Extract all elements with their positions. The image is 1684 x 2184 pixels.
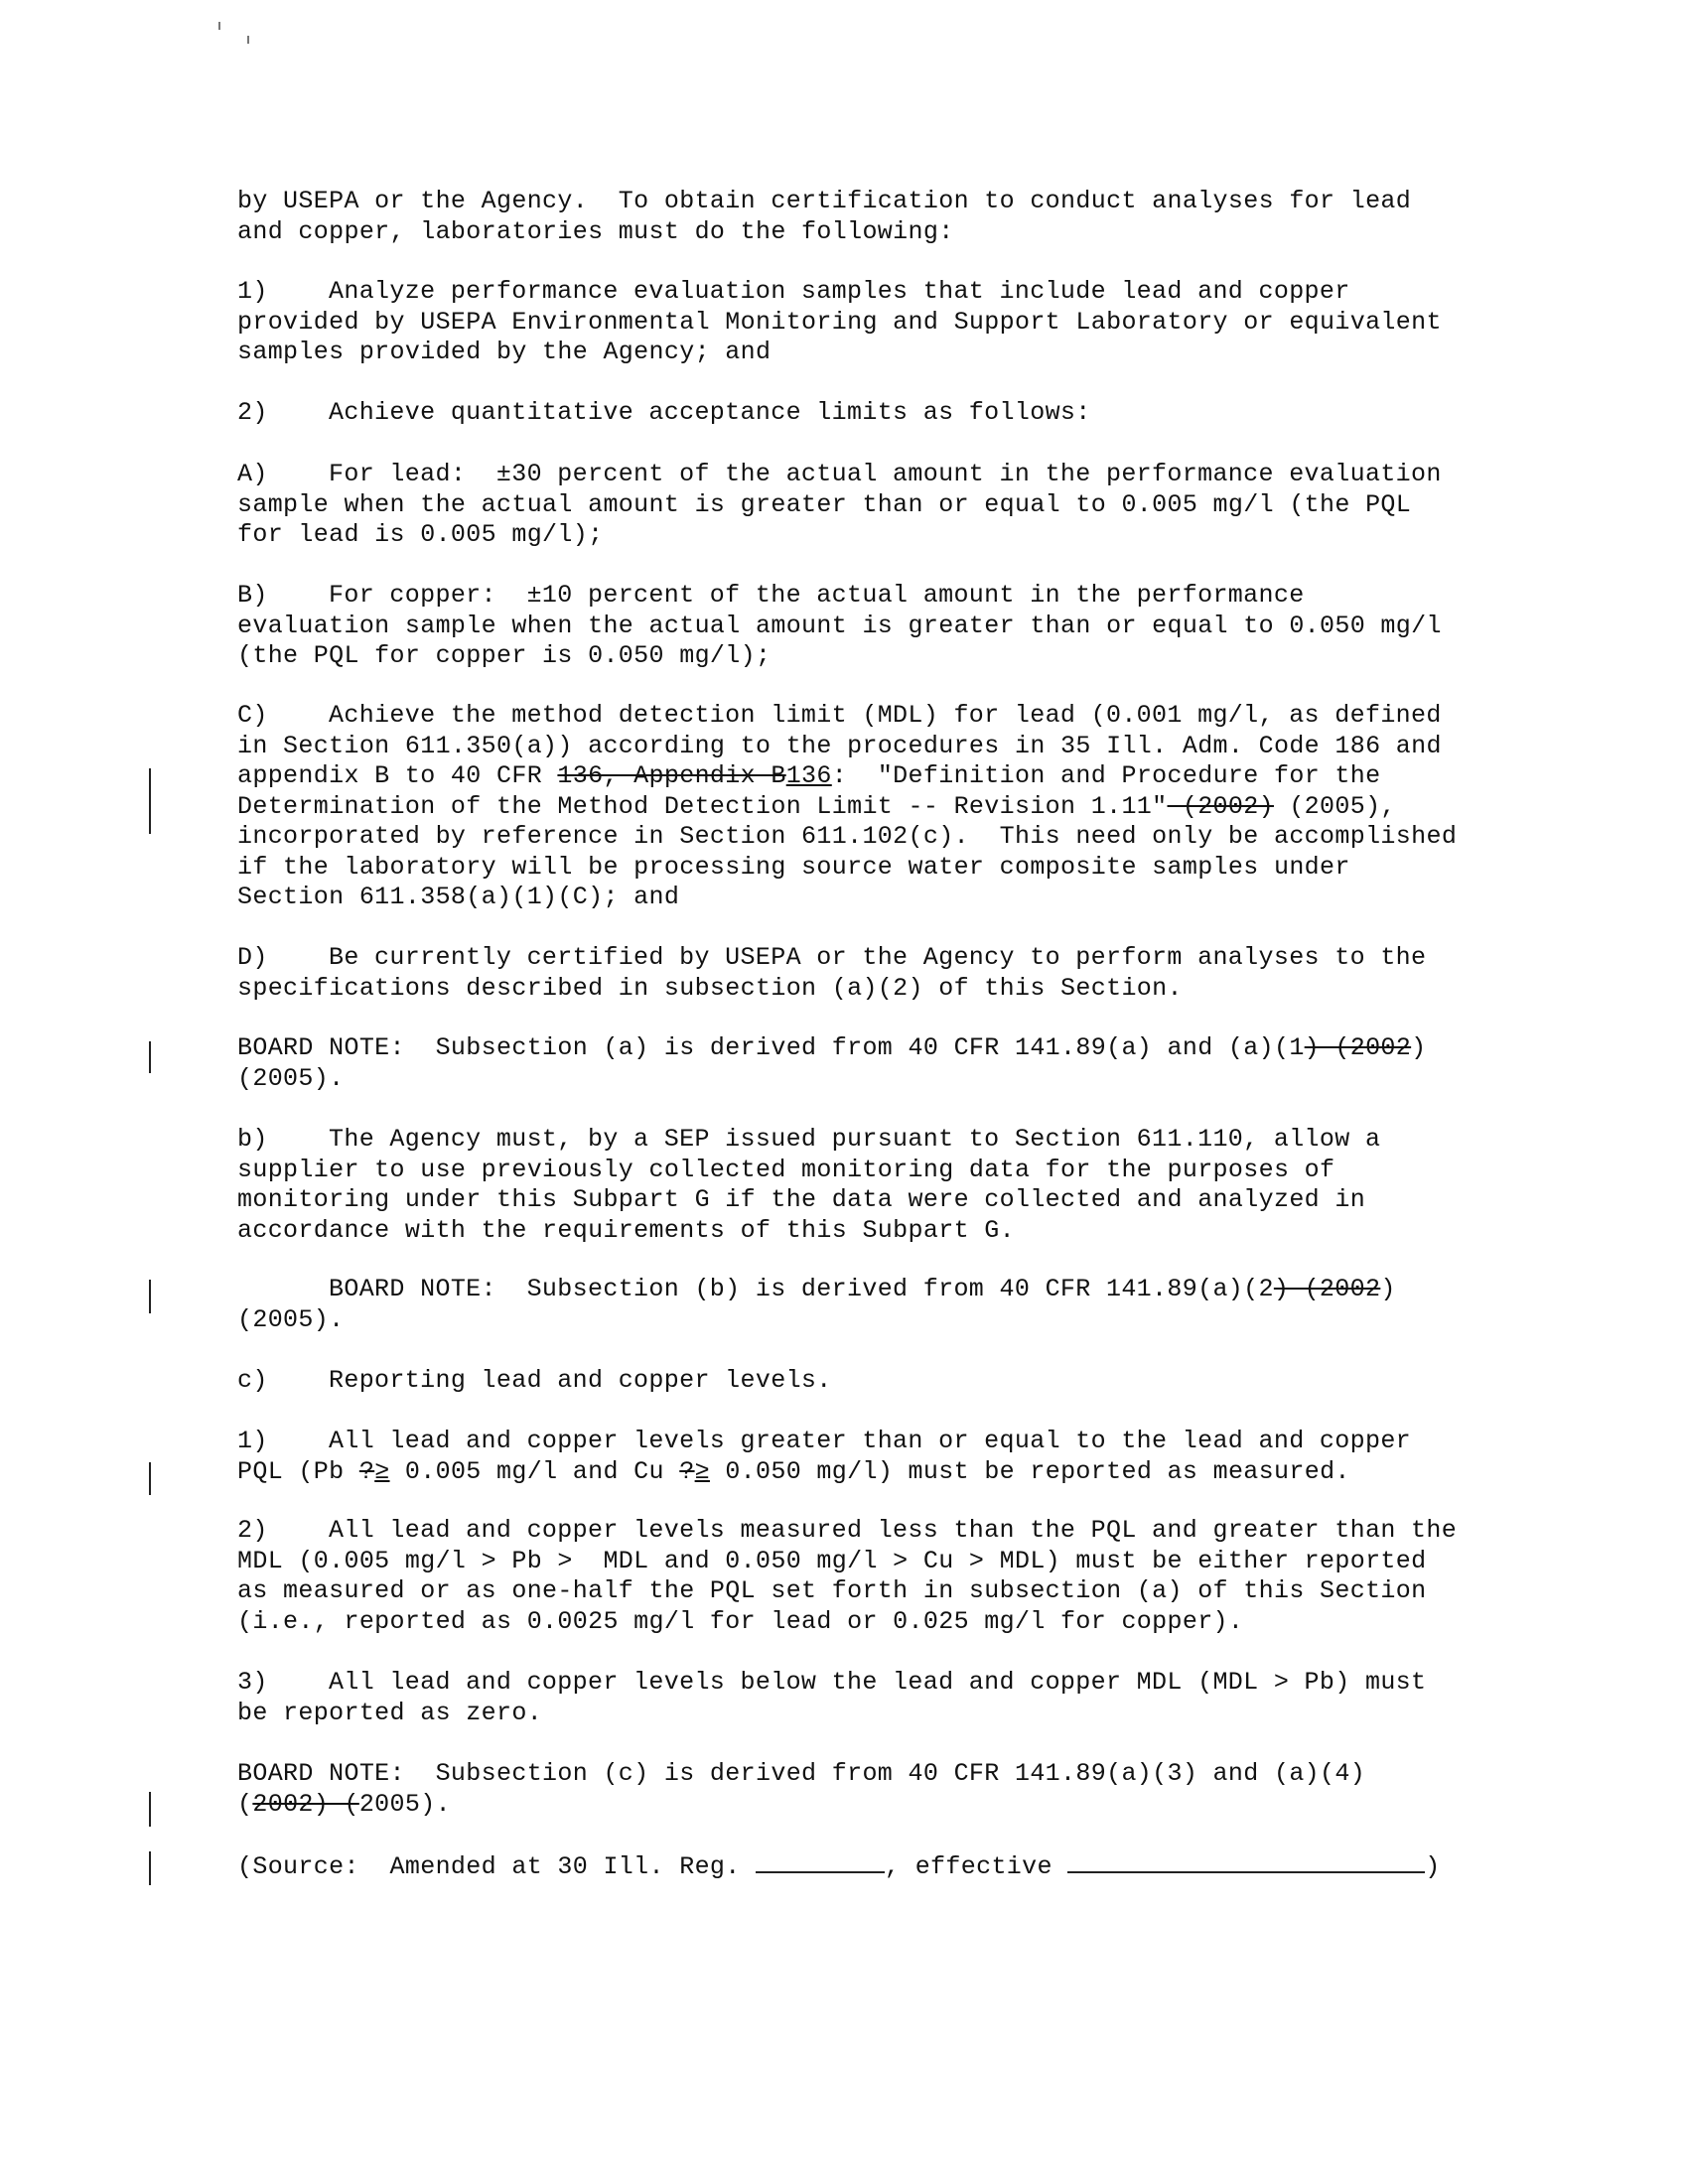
text-line: (i.e., reported as 0.0025 mg/l for lead or 0.025 mg/l for copper). bbox=[237, 1606, 1244, 1636]
text-line: (the PQL for copper is 0.050 mg/l); bbox=[237, 641, 772, 670]
text-line: All lead and copper levels below the lead and copper MDL (MDL > Pb) must bbox=[329, 1668, 1427, 1697]
text-line: specifications described in subsection (a)(2) of this Section. bbox=[237, 973, 1183, 1003]
text-line: , effective bbox=[884, 1852, 1068, 1881]
text-line: as measured or as one-half the PQL set forth in subsection (a) of this Section bbox=[237, 1576, 1427, 1605]
board-note-c bbox=[237, 1759, 1568, 1820]
text-line: All lead and copper levels greater than or equal to the lead and copper bbox=[329, 1427, 1412, 1455]
text-line: ) bbox=[1425, 1852, 1441, 1881]
item-label: D) bbox=[237, 943, 268, 972]
intro-paragraph bbox=[237, 187, 1568, 247]
revision-bar bbox=[149, 1851, 151, 1885]
deleted-text: ? bbox=[358, 1456, 375, 1486]
revision-bar bbox=[149, 768, 151, 834]
text-line: by USEPA or the Agency. To obtain certification to conduct analyses for lead bbox=[237, 187, 1412, 215]
text-line: MDL (0.005 mg/l > Pb > MDL and 0.050 mg/l > Cu > MDL) must be either reported bbox=[237, 1546, 1427, 1575]
text-line: Achieve quantitative acceptance limits as follows: bbox=[329, 398, 1091, 427]
deleted-text: ) (2002 bbox=[1273, 1275, 1381, 1303]
item-c2-paragraph bbox=[237, 1516, 1568, 1637]
item-label: c) bbox=[237, 1366, 268, 1395]
text-line: 2005). bbox=[358, 1789, 451, 1819]
text-line: in Section 611.350(a)) according to the procedures in 35 Ill. Adm. Code 186 and bbox=[237, 731, 1442, 760]
text-line: if the laboratory will be processing source water composite samples under bbox=[237, 852, 1350, 882]
item-label: A) bbox=[237, 460, 268, 488]
blank-line bbox=[1067, 1849, 1425, 1873]
item-c-heading bbox=[237, 1366, 1568, 1397]
text-line: ( bbox=[237, 1789, 253, 1819]
text-line: samples provided by the Agency; and bbox=[237, 338, 772, 366]
text-line: sample when the actual amount is greater than or equal to 0.005 mg/l (the PQL bbox=[237, 489, 1412, 519]
text-line: All lead and copper levels measured less than the PQL and greater than the bbox=[329, 1516, 1458, 1545]
text-line: The Agency must, by a SEP issued pursuant to Section 611.110, allow a bbox=[329, 1125, 1381, 1154]
item-A-paragraph bbox=[237, 460, 1568, 551]
source-line bbox=[237, 1849, 1568, 1883]
text-line: and copper, laboratories must do the following: bbox=[237, 216, 954, 246]
scan-speck bbox=[247, 36, 249, 44]
inserted-text: 136 bbox=[785, 761, 832, 790]
item-label: 2) bbox=[237, 398, 268, 427]
item-b-paragraph bbox=[237, 1125, 1568, 1246]
text-line: Achieve the method detection limit (MDL) for lead (0.001 mg/l, as defined bbox=[329, 701, 1442, 730]
text-line: For copper: ±10 percent of the actual amount in the performance bbox=[329, 581, 1305, 610]
blank-line bbox=[756, 1849, 885, 1873]
item-label: B) bbox=[237, 581, 268, 610]
item-label: 1) bbox=[237, 277, 268, 306]
text-line: ) bbox=[1380, 1275, 1396, 1303]
item-B-paragraph bbox=[237, 581, 1568, 672]
text-line: (2005). bbox=[237, 1063, 345, 1093]
text-line: Section 611.358(a)(1)(C); and bbox=[237, 883, 680, 911]
board-note-a bbox=[237, 1033, 1568, 1094]
revision-bar bbox=[149, 1792, 151, 1827]
text-line: 0.050 mg/l) must be reported as measured. bbox=[709, 1456, 1350, 1486]
text-line: supplier to use previously collected monitoring data for the purposes of bbox=[237, 1155, 1335, 1184]
item-1-paragraph bbox=[237, 277, 1568, 368]
text-line: : "Definition and Procedure for the bbox=[831, 761, 1381, 790]
text-line: be reported as zero. bbox=[237, 1698, 543, 1727]
text-line: For lead: ±30 percent of the actual amount in the performance evaluation bbox=[329, 460, 1442, 488]
text-line: BOARD NOTE: Subsection (c) is derived from 40 CFR 141.89(a)(3) and (a)(4) bbox=[237, 1759, 1366, 1788]
item-label: 2) bbox=[237, 1516, 268, 1545]
revision-bar bbox=[149, 1041, 151, 1073]
text-line: accordance with the requirements of this Subpart G. bbox=[237, 1215, 1015, 1245]
text-line: (Source: Amended at 30 Ill. Reg. bbox=[237, 1852, 756, 1881]
inserted-text: ≥ bbox=[694, 1456, 710, 1486]
deleted-text: ) (2002 bbox=[1304, 1033, 1412, 1062]
text-line: Analyze performance evaluation samples that include lead and copper bbox=[329, 277, 1350, 306]
board-note-b bbox=[237, 1275, 1568, 1335]
item-c1-paragraph bbox=[237, 1427, 1568, 1487]
item-C-paragraph bbox=[237, 701, 1568, 913]
text-line: incorporated by reference in Section 611.102(c). This need only be accomplished bbox=[237, 822, 1458, 851]
inserted-text: ≥ bbox=[374, 1456, 390, 1486]
item-label: C) bbox=[237, 701, 268, 730]
text-line: ) bbox=[1411, 1033, 1427, 1062]
deleted-text: ? bbox=[679, 1456, 695, 1486]
item-c3-paragraph bbox=[237, 1668, 1568, 1728]
item-label: 3) bbox=[237, 1668, 268, 1697]
text-line: PQL (Pb bbox=[237, 1456, 359, 1486]
text-line: BOARD NOTE: Subsection (b) is derived from 40 CFR 141.89(a)(2 bbox=[329, 1275, 1274, 1303]
text-line: BOARD NOTE: Subsection (a) is derived from 40 CFR 141.89(a) and (a)(1 bbox=[237, 1033, 1305, 1062]
item-2-paragraph bbox=[237, 398, 1568, 429]
revision-bar bbox=[149, 1280, 151, 1313]
text-line: 0.005 mg/l and Cu bbox=[389, 1456, 680, 1486]
revision-bar bbox=[149, 1462, 151, 1495]
text-line: evaluation sample when the actual amount is greater than or equal to 0.050 mg/l bbox=[237, 611, 1442, 640]
scan-speck bbox=[218, 22, 220, 30]
text-line: appendix B to 40 CFR bbox=[237, 761, 558, 790]
text-line: (2005), bbox=[1273, 791, 1396, 821]
item-label: 1) bbox=[237, 1427, 268, 1455]
text-line: for lead is 0.005 mg/l); bbox=[237, 520, 604, 549]
item-D-paragraph bbox=[237, 943, 1568, 1004]
text-line: Reporting lead and copper levels. bbox=[329, 1366, 832, 1395]
text-line: Be currently certified by USEPA or the Agency to perform analyses to the bbox=[329, 943, 1427, 972]
item-label: b) bbox=[237, 1125, 268, 1154]
text-line: monitoring under this Subpart G if the data were collected and analyzed in bbox=[237, 1185, 1366, 1214]
deleted-text: (2002) bbox=[1167, 791, 1274, 821]
text-line: Determination of the Method Detection Limit -- Revision 1.11" bbox=[237, 791, 1168, 821]
text-line: provided by USEPA Environmental Monitoring and Support Laboratory or equivalent bbox=[237, 307, 1442, 337]
text-line: (2005). bbox=[237, 1304, 345, 1334]
deleted-text: 136, Appendix B bbox=[557, 761, 786, 790]
deleted-text: 2002) ( bbox=[252, 1789, 359, 1819]
